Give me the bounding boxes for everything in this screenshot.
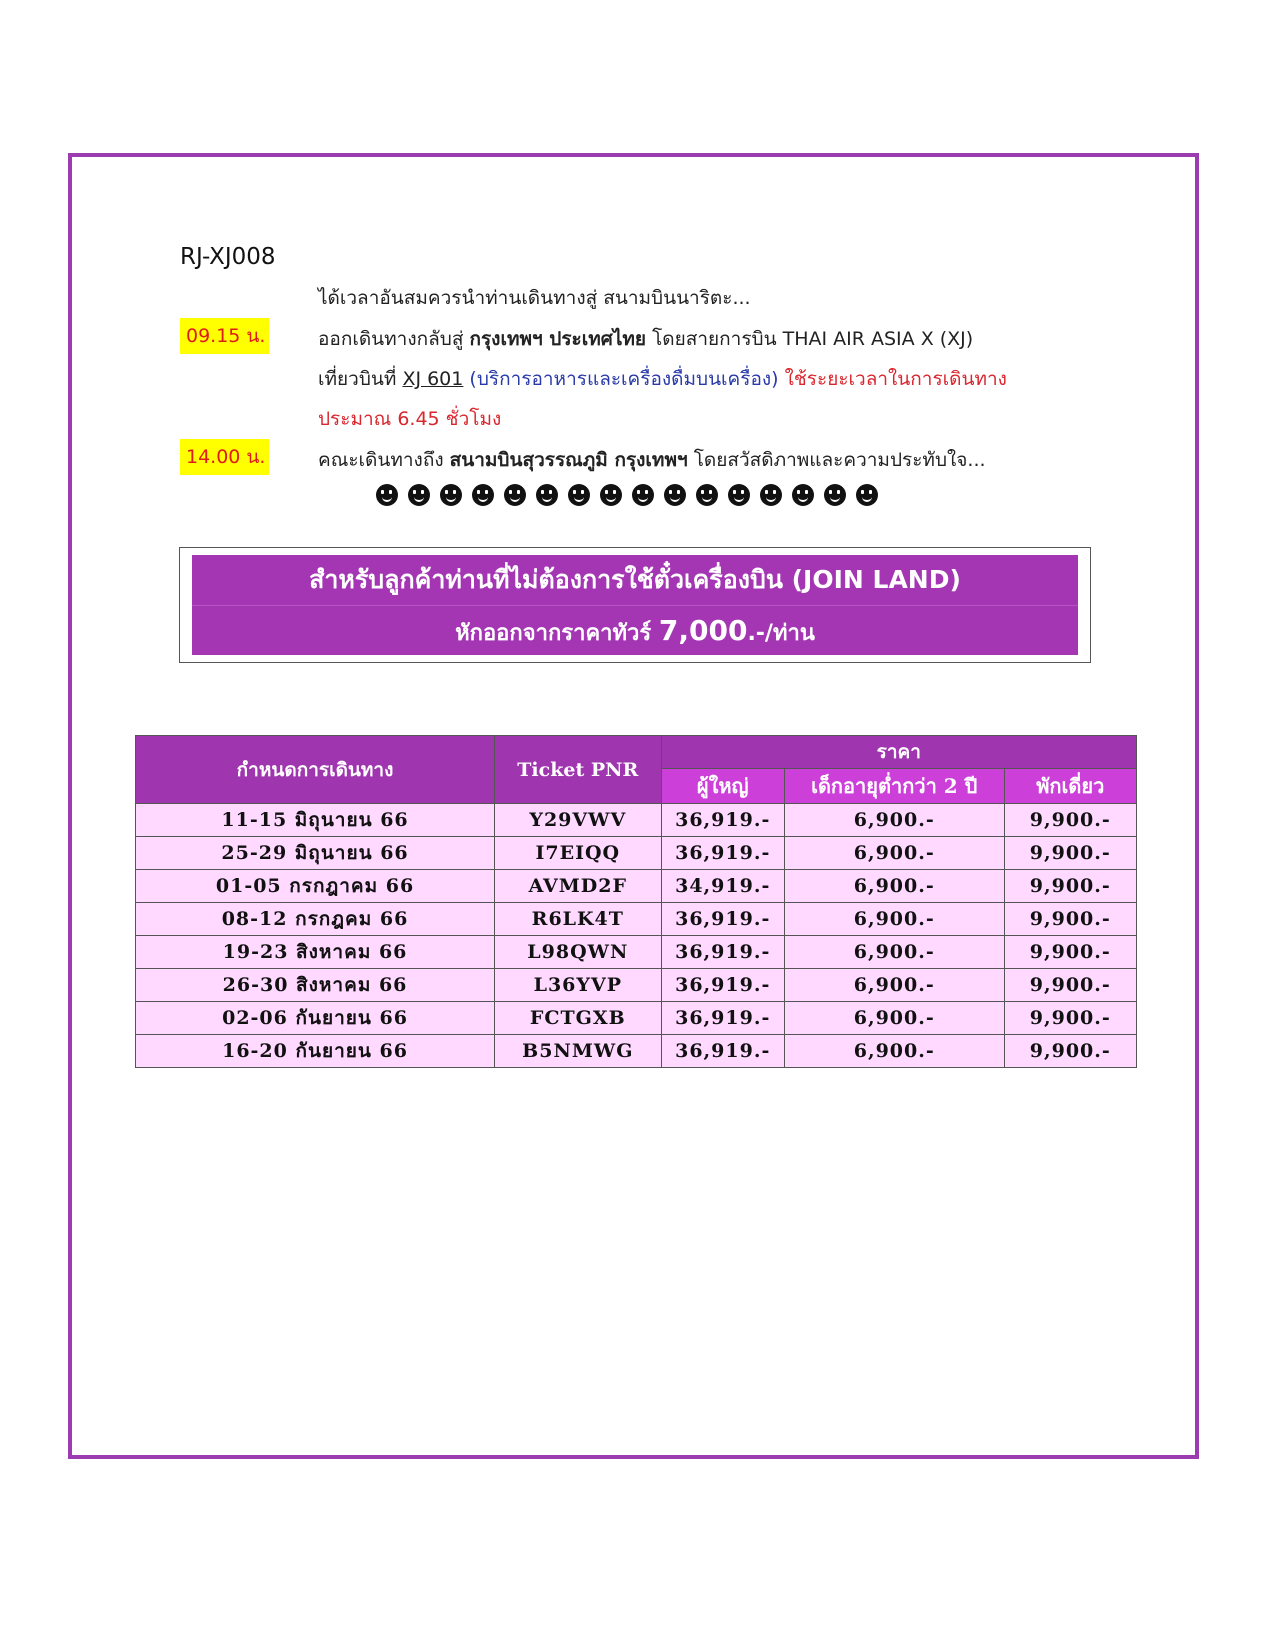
row-adult: 36,919.- (661, 1035, 784, 1068)
program-code: RJ-XJ008 (180, 244, 276, 270)
smiley-face-icon (504, 484, 526, 506)
discount-label: หักออกจากราคาทัวร์ (455, 621, 659, 646)
header-price: ราคา (661, 736, 1136, 769)
arrival-text-pre: คณะเดินทางถึง (318, 449, 450, 471)
row-adult: 36,919.- (661, 1002, 784, 1035)
row-single: 9,900.- (1004, 870, 1136, 903)
row-adult: 36,919.- (661, 837, 784, 870)
row-child: 6,900.- (784, 969, 1004, 1002)
row-dates: 02-06 กันยายน 66 (136, 1002, 495, 1035)
departure-airline: โดยสายการบิน THAI AIR ASIA X (XJ) (646, 328, 974, 350)
table-row (136, 837, 1137, 870)
smiley-face-icon (664, 484, 686, 506)
arrival-line (318, 445, 986, 475)
row-pnr: FCTGXB (495, 1002, 661, 1035)
row-single: 9,900.- (1004, 969, 1136, 1002)
row-dates: 25-29 มิถุนายน 66 (136, 837, 495, 870)
row-single: 9,900.- (1004, 903, 1136, 936)
row-pnr: AVMD2F (495, 870, 661, 903)
row-child: 6,900.- (784, 837, 1004, 870)
table-row (136, 804, 1137, 837)
smiley-face-icon (792, 484, 814, 506)
departure-line (318, 324, 973, 354)
row-dates: 16-20 กันยายน 66 (136, 1035, 495, 1068)
table-row (136, 969, 1137, 1002)
flight-number: XJ 601 (402, 368, 464, 390)
smiley-face-icon (856, 484, 878, 506)
header-dates: กำหนดการเดินทาง (136, 736, 495, 804)
row-pnr: R6LK4T (495, 903, 661, 936)
row-child: 6,900.- (784, 936, 1004, 969)
row-single: 9,900.- (1004, 936, 1136, 969)
row-child: 6,900.- (784, 870, 1004, 903)
row-pnr: L36YVP (495, 969, 661, 1002)
price-table (135, 735, 1137, 1068)
join-land-banner (192, 555, 1078, 655)
arrival-airport: สนามบินสุวรรณภูมิ กรุงเทพฯ (449, 449, 688, 471)
arrival-text-post: โดยสวัสดิภาพและความประทับใจ... (687, 449, 986, 471)
flight-prefix: เที่ยวบินที่ (318, 368, 403, 390)
smiley-face-icon (472, 484, 494, 506)
flight-line (318, 364, 1007, 394)
smiley-face-icon (824, 484, 846, 506)
duration-label: ใช้ระยะเวลาในการเดินทาง (778, 368, 1007, 390)
row-pnr: B5NMWG (495, 1035, 661, 1068)
smiley-row (376, 484, 878, 506)
row-single: 9,900.- (1004, 804, 1136, 837)
smiley-face-icon (568, 484, 590, 506)
intro-line: ได้เวลาอันสมควรนำท่านเดินทางสู่ สนามบินนาริตะ... (318, 287, 751, 309)
row-dates: 08-12 กรกฎคม 66 (136, 903, 495, 936)
row-single: 9,900.- (1004, 1035, 1136, 1068)
smiley-face-icon (600, 484, 622, 506)
header-pnr: Ticket PNR (495, 736, 661, 804)
discount-unit: .-/ท่าน (747, 621, 815, 646)
join-land-title: สำหรับลูกค้าท่านที่ไม่ต้องการใช้ตั๋วเครื่องบิน (JOIN LAND) (192, 555, 1078, 606)
arrival-time: 14.00 น. (180, 439, 269, 475)
row-pnr: Y29VWV (495, 804, 661, 837)
table-row (136, 936, 1137, 969)
smiley-face-icon (440, 484, 462, 506)
duration-value: ประมาณ 6.45 ชั่วโมง (318, 408, 502, 430)
row-adult: 36,919.- (661, 936, 784, 969)
smiley-face-icon (696, 484, 718, 506)
table-row (136, 870, 1137, 903)
row-adult: 36,919.- (661, 969, 784, 1002)
row-adult: 36,919.- (661, 903, 784, 936)
row-adult: 36,919.- (661, 804, 784, 837)
smiley-face-icon (408, 484, 430, 506)
row-child: 6,900.- (784, 1002, 1004, 1035)
header-child: เด็กอายุต่ำกว่า 2 ปี (784, 769, 1004, 804)
row-child: 6,900.- (784, 1035, 1004, 1068)
smiley-face-icon (632, 484, 654, 506)
row-adult: 34,919.- (661, 870, 784, 903)
join-land-box (179, 547, 1091, 663)
table-row (136, 1035, 1137, 1068)
join-land-discount (192, 606, 1078, 656)
row-pnr: L98QWN (495, 936, 661, 969)
meal-note: (บริการอาหารและเครื่องดื่มบนเครื่อง) (463, 368, 779, 390)
row-single: 9,900.- (1004, 837, 1136, 870)
row-pnr: I7EIQQ (495, 837, 661, 870)
smiley-face-icon (760, 484, 782, 506)
row-dates: 01-05 กรกฎาคม 66 (136, 870, 495, 903)
table-row (136, 1002, 1137, 1035)
row-single: 9,900.- (1004, 1002, 1136, 1035)
smiley-face-icon (376, 484, 398, 506)
departure-text-pre: ออกเดินทางกลับสู่ (318, 328, 470, 350)
smiley-face-icon (536, 484, 558, 506)
header-adult: ผู้ใหญ่ (661, 769, 784, 804)
departure-destination: กรุงเทพฯ ประเทศไทย (469, 328, 647, 350)
header-single: พักเดี่ยว (1004, 769, 1136, 804)
table-row (136, 903, 1137, 936)
row-dates: 26-30 สิงหาคม 66 (136, 969, 495, 1002)
row-child: 6,900.- (784, 804, 1004, 837)
discount-amount: 7,000 (658, 614, 748, 647)
departure-time: 09.15 น. (180, 318, 269, 354)
row-dates: 19-23 สิงหาคม 66 (136, 936, 495, 969)
row-dates: 11-15 มิถุนายน 66 (136, 804, 495, 837)
row-child: 6,900.- (784, 903, 1004, 936)
smiley-face-icon (728, 484, 750, 506)
